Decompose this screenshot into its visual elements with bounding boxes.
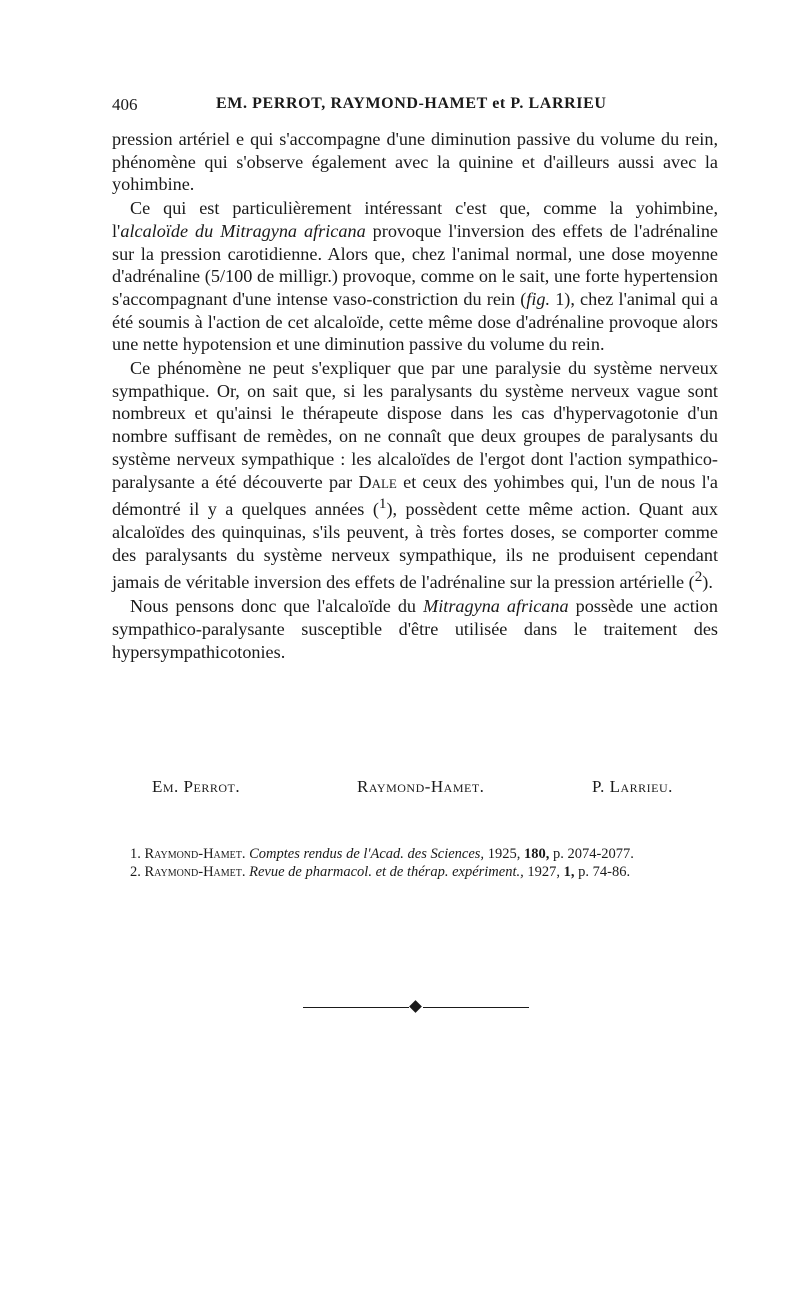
- text-run: ).: [702, 572, 713, 593]
- text-run: Ce phénomène ne peut s'expliquer que par une paralysie du système nerveux sympathique. Or, on sait que, si les paralysants du système nerveux vague sont nombreux et qu'ainsi le thérapeute dispose dans les cas d'hypervagotonie d'un nombre suffisant de remèdes, on ne connaît que deux groupes de paralysants du système nerveux sympathique : les alcaloïdes de l'ergot dont l'action sympathico-paralysante a été découverte par: [112, 358, 718, 492]
- text-run: 1), chez l'animal qui a été soumis à l'action de cet alcaloïde, cette même dose d'adrénaline provoque alors une nette hypotension et une diminution passive du volume du rein.: [112, 288, 718, 355]
- footnote-number: 1.: [130, 846, 141, 862]
- text-run: ), possèdent cette même action. Quant aux alcaloïdes des quinquinas, s'ils peuvent, à très fortes doses, se comporter comme des paralysants du système nerveux sympathique, ils ne produisent cependant jamais de véritable inversion des effets de l'adrénaline sur la pression artérielle (: [112, 499, 718, 593]
- footnote-1: [112, 845, 718, 863]
- signature-raymond-hamet: Raymond-Hamet.: [357, 777, 485, 796]
- footnote-ref-2: 2: [694, 568, 703, 586]
- footnote-year: 1927,: [527, 864, 560, 880]
- signature-perrot: Em. Perrot.: [152, 777, 241, 796]
- footnote-ref-1: 1: [378, 495, 387, 513]
- text-run: possède une action sympathico-paralysante susceptible d'être utilisée dans le traitement des hypersympathicotonies.: [112, 596, 718, 662]
- footnote-2: [112, 863, 718, 881]
- figure-ref: fig.: [526, 288, 551, 309]
- text-run: provoque l'inversion des effets de l'adrénaline sur la pression carotidienne. Alors que, chez l'animal normal, une dose moyenne d'adrénaline (5/100 de milligr.) provoque, comme on le sait, une forte hypertension s'accompagnant d'une intense vaso-constriction du rein (: [112, 220, 718, 309]
- footnote-title: Comptes rendus de l'Acad. des Sciences,: [249, 846, 485, 862]
- footnote-volume: 1,: [563, 864, 575, 880]
- paragraph-2: [112, 197, 718, 356]
- author-name: Dale: [358, 471, 397, 492]
- paragraph-4: [112, 595, 718, 663]
- paragraph-3: [112, 357, 718, 594]
- footnote-pages: p. 74-86.: [578, 864, 631, 880]
- footnote-pages: p. 2074-2077.: [552, 846, 634, 862]
- footnote-author: Raymond-Hamet.: [144, 846, 246, 862]
- species-name: Mitragyna africana: [423, 596, 569, 617]
- rule-left: [303, 1007, 409, 1008]
- signature-larrieu: P. Larrieu.: [592, 777, 673, 796]
- text-run: Nous pensons donc que l'alcaloïde du: [130, 596, 424, 617]
- signatures: [152, 777, 712, 803]
- rule-right: [423, 1007, 529, 1008]
- footnote-title: Revue de pharmacol. et de thérap. expériment.,: [249, 864, 524, 880]
- diamond-rule-ornament: [303, 1002, 529, 1014]
- body-text: [112, 128, 718, 664]
- running-head: EM. PERROT, RAYMOND-HAMET et P. LARRIEU: [216, 95, 607, 112]
- text-run: Ce qui est particulièrement intéressant c'est que, comme la yohimbine, l': [112, 198, 718, 241]
- species-name: alcaloïde du Mitragyna africana: [120, 220, 366, 241]
- page-number: 406: [112, 95, 138, 114]
- footnote-year: 1925,: [487, 846, 521, 862]
- footnote-volume: 180,: [523, 846, 550, 862]
- footnotes: [112, 845, 718, 881]
- diamond-icon: [409, 1000, 422, 1013]
- paragraph-1: pression artériel e qui s'accompagne d'une diminution passive du volume du rein, phénomène qui s'observe également avec la quinine et d'ailleurs aussi avec la yohimbine.: [112, 129, 718, 195]
- footnote-number: 2.: [130, 864, 141, 880]
- footnote-author: Raymond-Hamet.: [144, 864, 246, 880]
- page-header: [112, 95, 712, 119]
- text-run: et ceux des yohimbes qui, l'un de nous l'a démontré il y a quelques années (: [112, 471, 718, 520]
